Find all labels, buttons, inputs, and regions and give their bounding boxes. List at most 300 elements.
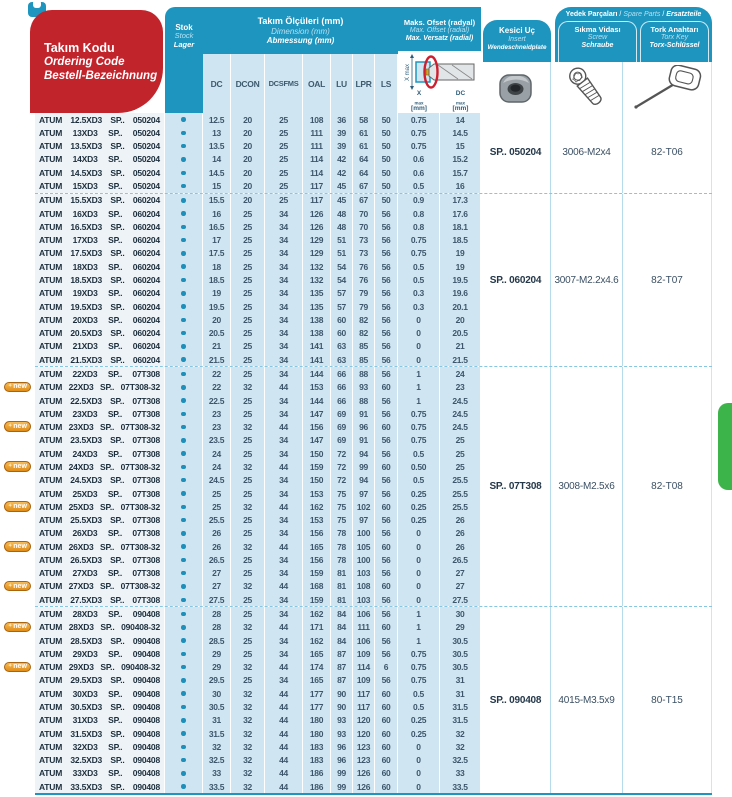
value-dc: 28 [203, 621, 231, 634]
code-part: 22XD3 [72, 368, 98, 379]
value-dcon: 25 [231, 593, 265, 606]
stock-cell [165, 500, 203, 513]
dimensions-title [203, 7, 398, 54]
value-dcmax: 19 [440, 260, 481, 273]
code-part: SP.. [108, 127, 123, 138]
value-ls: 60 [375, 700, 398, 713]
stock-dot [181, 184, 186, 189]
value-oal: 144 [303, 394, 331, 407]
value-dcsfms: 34 [265, 634, 303, 647]
value-lpr: 79 [353, 300, 375, 313]
stock-dot [181, 584, 186, 589]
tool-code [35, 327, 165, 340]
stock-dot [181, 665, 186, 670]
value-dcsfms: 34 [265, 273, 303, 286]
value-ls: 56 [375, 447, 398, 460]
value-dcsfms: 25 [265, 126, 303, 139]
code-part: 33.5XD3 [70, 781, 103, 792]
value-lpr: 100 [353, 527, 375, 540]
tool-code [35, 140, 165, 153]
screw-code: 4015-M3.5x9 [550, 607, 622, 793]
code-part: 07T308-32 [120, 382, 160, 393]
insert-code: SP.. 07T308 [481, 367, 550, 606]
spare-parts-header [555, 7, 712, 62]
value-lpr: 70 [353, 220, 375, 233]
stock-dot [181, 211, 186, 216]
code-part: ATUM [39, 461, 63, 472]
value-dc: 27.5 [203, 593, 231, 606]
value-xmax: 0 [398, 767, 440, 780]
code-part: 33XD3 [72, 768, 98, 779]
value-dcon: 25 [231, 527, 265, 540]
value-dcon: 20 [231, 166, 265, 179]
value-lu: 84 [331, 621, 353, 634]
stock-dot [181, 357, 186, 362]
value-dcmax: 30.5 [440, 634, 481, 647]
value-ls: 56 [375, 260, 398, 273]
value-dc: 17 [203, 234, 231, 247]
stock-cell [165, 540, 203, 553]
value-oal: 153 [303, 513, 331, 526]
value-lpr: 94 [353, 474, 375, 487]
table-row [35, 593, 481, 606]
dimensions-label-de: Abmessung (mm) [266, 36, 335, 46]
value-lpr: 91 [353, 434, 375, 447]
tool-code [35, 166, 165, 179]
tool-code [35, 340, 165, 353]
code-part: SP.. [100, 422, 115, 433]
tool-code [35, 780, 165, 793]
screw-photo-area [550, 62, 622, 113]
value-oal: 138 [303, 313, 331, 326]
value-xmax: 1 [398, 367, 440, 380]
insert-column-header [483, 20, 551, 62]
stock-cell [165, 420, 203, 433]
stock-cell [165, 179, 203, 192]
code-part: 25XD3 [72, 488, 98, 499]
code-part: 07T308 [132, 554, 160, 565]
value-lu: 36 [331, 113, 353, 126]
code-part: ATUM [39, 741, 63, 752]
value-dcmax: 17.3 [440, 194, 481, 207]
value-xmax: 0.25 [398, 500, 440, 513]
tool-code [35, 500, 165, 513]
code-part: 20.5XD3 [70, 328, 103, 339]
value-lu: 48 [331, 220, 353, 233]
code-part: ATUM [39, 368, 63, 379]
insert-photo-area [481, 62, 550, 113]
stock-dot [181, 465, 186, 470]
stock-cell [165, 553, 203, 566]
value-oal: 162 [303, 634, 331, 647]
tool-code [35, 540, 165, 553]
code-part: SP.. [110, 195, 125, 206]
value-ls: 50 [375, 113, 398, 126]
value-dcsfms: 34 [265, 260, 303, 273]
value-oal: 186 [303, 780, 331, 793]
stock-cell [165, 727, 203, 740]
catalog-table [8, 7, 712, 795]
code-part: 07T308 [132, 568, 160, 579]
value-ls: 50 [375, 140, 398, 153]
tool-code [35, 727, 165, 740]
stock-dot [181, 745, 186, 750]
value-dcmax: 26 [440, 513, 481, 526]
value-dcmax: 32 [440, 727, 481, 740]
value-lpr: 67 [353, 194, 375, 207]
code-part: SP.. [100, 382, 115, 393]
value-dc: 19 [203, 287, 231, 300]
value-xmax: 0.5 [398, 260, 440, 273]
max-offset-label-en: Max. Offset (radial) [409, 27, 470, 34]
value-dcmax: 15 [440, 140, 481, 153]
value-ls: 56 [375, 247, 398, 260]
table-row [35, 300, 481, 313]
code-part: 090408 [132, 688, 160, 699]
code-part: SP.. [107, 408, 122, 419]
code-part: ATUM [39, 768, 63, 779]
value-dcsfms: 34 [265, 593, 303, 606]
code-part: ATUM [39, 301, 63, 312]
code-part: ATUM [39, 382, 63, 393]
tool-code [35, 553, 165, 566]
value-oal: 177 [303, 700, 331, 713]
code-part: SP.. [100, 622, 115, 633]
value-dcsfms: 34 [265, 553, 303, 566]
value-xmax: 0.75 [398, 140, 440, 153]
value-ls: 60 [375, 767, 398, 780]
value-dcon: 32 [231, 727, 265, 740]
code-part: ATUM [39, 422, 63, 433]
table-body [8, 113, 712, 793]
table-row [8, 621, 481, 634]
tool-code [35, 179, 165, 192]
table-row [35, 166, 481, 179]
value-dc: 23 [203, 407, 231, 420]
value-oal: 150 [303, 474, 331, 487]
value-dc: 26 [203, 527, 231, 540]
value-xmax: 0.75 [398, 247, 440, 260]
value-xmax: 0.75 [398, 661, 440, 674]
value-dcon: 20 [231, 179, 265, 192]
value-xmax: 0 [398, 580, 440, 593]
value-lpr: 97 [353, 487, 375, 500]
value-dcon: 25 [231, 287, 265, 300]
value-oal: 171 [303, 621, 331, 634]
code-part: ATUM [39, 328, 63, 339]
value-dc: 32 [203, 740, 231, 753]
stock-dot [181, 571, 186, 576]
code-part: SP.. [110, 554, 125, 565]
value-lpr: 85 [353, 353, 375, 366]
value-ls: 60 [375, 460, 398, 473]
value-ls: 56 [375, 567, 398, 580]
value-dcon: 25 [231, 553, 265, 566]
stock-cell [165, 153, 203, 166]
value-lu: 81 [331, 580, 353, 593]
value-lu: 45 [331, 194, 353, 207]
value-oal: 156 [303, 527, 331, 540]
stock-dot [181, 451, 186, 456]
code-part: 090408 [132, 768, 160, 779]
code-part: 07T308 [132, 408, 160, 419]
value-ls: 56 [375, 674, 398, 687]
value-dc: 14 [203, 153, 231, 166]
stock-cell [165, 621, 203, 634]
value-dcmax: 26.5 [440, 553, 481, 566]
value-dcon: 25 [231, 327, 265, 340]
value-dcmax: 19 [440, 247, 481, 260]
code-part: ATUM [39, 435, 63, 446]
value-ls: 60 [375, 580, 398, 593]
dimensions-label-en: Dimension (mm) [271, 26, 330, 36]
value-dc: 27 [203, 567, 231, 580]
value-xmax: 1 [398, 394, 440, 407]
value-dcmax: 14.5 [440, 126, 481, 139]
value-lpr: 67 [353, 179, 375, 192]
tool-code [35, 647, 165, 660]
code-part: 050204 [132, 167, 160, 178]
value-dcmax: 27 [440, 580, 481, 593]
value-dcon: 25 [231, 607, 265, 620]
sparkle-icon: ✦ [8, 383, 13, 390]
stock-dot [181, 157, 186, 162]
table-row [35, 687, 481, 700]
insert-label-tr: Kesici Uç [498, 26, 536, 35]
value-lu: 72 [331, 474, 353, 487]
value-lu: 60 [331, 313, 353, 326]
table-row [35, 113, 481, 126]
code-part: 22XD3 [68, 382, 94, 393]
table-row [35, 327, 481, 340]
value-lu: 51 [331, 247, 353, 260]
dimension-subcolumns [203, 54, 398, 113]
value-dcon: 20 [231, 153, 265, 166]
code-part: ATUM [39, 755, 63, 766]
tool-code [35, 607, 165, 620]
value-oal: 126 [303, 220, 331, 233]
value-dc: 21.5 [203, 353, 231, 366]
value-lu: 84 [331, 607, 353, 620]
value-lu: 81 [331, 567, 353, 580]
stock-dot [181, 678, 186, 683]
value-ls: 56 [375, 273, 398, 286]
value-lpr: 100 [353, 553, 375, 566]
value-xmax: 0.5 [398, 700, 440, 713]
insert-label-de: Wendeschneidplate [487, 43, 547, 51]
stock-dot [181, 771, 186, 776]
value-xmax: 0 [398, 754, 440, 767]
torx-label-tr: Tork Anahtarı [650, 25, 699, 34]
value-dcon: 25 [231, 247, 265, 260]
code-part: 28XD3 [68, 622, 94, 633]
value-lu: 72 [331, 447, 353, 460]
value-lpr: 102 [353, 500, 375, 513]
value-dcon: 32 [231, 460, 265, 473]
code-part: 15XD3 [72, 181, 98, 192]
stock-dot [181, 544, 186, 549]
value-dc: 22 [203, 367, 231, 380]
value-oal: 114 [303, 166, 331, 179]
code-part: ATUM [39, 288, 63, 299]
table-row [35, 247, 481, 260]
code-part: SP.. [100, 581, 115, 592]
value-dcmax: 20.1 [440, 300, 481, 313]
torx-code: 80-T15 [622, 607, 712, 793]
torx-code: 82-T07 [622, 194, 712, 367]
tool-code [35, 434, 165, 447]
table-row [35, 647, 481, 660]
code-part: 090408 [132, 675, 160, 686]
value-lpr: 61 [353, 126, 375, 139]
value-xmax: 0.25 [398, 714, 440, 727]
code-part: SP.. [108, 235, 123, 246]
stock-cell [165, 767, 203, 780]
value-ls: 56 [375, 647, 398, 660]
stock-dot [181, 251, 186, 256]
code-part: ATUM [39, 501, 63, 512]
value-dc: 28 [203, 607, 231, 620]
code-part: 28XD3 [72, 609, 98, 620]
value-dc: 25.5 [203, 513, 231, 526]
value-dcsfms: 44 [265, 500, 303, 513]
value-dc: 24 [203, 460, 231, 473]
value-dcsfms: 34 [265, 474, 303, 487]
new-badge [4, 662, 31, 673]
tool-code [35, 674, 165, 687]
value-oal: 183 [303, 754, 331, 767]
tool-code [35, 513, 165, 526]
value-ls: 60 [375, 420, 398, 433]
value-dc: 20.5 [203, 327, 231, 340]
stock-cell [165, 166, 203, 179]
stock-cell [165, 687, 203, 700]
value-dcsfms: 34 [265, 394, 303, 407]
new-badge-label: new [13, 383, 27, 391]
torx-key-icon [628, 65, 706, 111]
value-dcmax: 19.5 [440, 273, 481, 286]
tool-code [35, 381, 165, 394]
max-offset-label-tr: Maks. Ofset (radyal) [403, 18, 476, 27]
tool-code [35, 700, 165, 713]
code-part: 050204 [132, 141, 160, 152]
value-oal: 162 [303, 607, 331, 620]
value-dcon: 32 [231, 780, 265, 793]
code-part: 29.5XD3 [70, 675, 103, 686]
tool-code [35, 234, 165, 247]
stock-cell [165, 287, 203, 300]
value-oal: 168 [303, 580, 331, 593]
value-dc: 23 [203, 420, 231, 433]
value-dcmax: 31.5 [440, 714, 481, 727]
value-oal: 114 [303, 153, 331, 166]
value-dcmax: 17.6 [440, 207, 481, 220]
value-oal: 138 [303, 327, 331, 340]
stock-dot [181, 198, 186, 203]
value-lpr: 70 [353, 207, 375, 220]
value-lu: 93 [331, 714, 353, 727]
code-part: ATUM [39, 167, 63, 178]
insert-icon [497, 71, 535, 105]
tool-code [35, 447, 165, 460]
code-part: 18XD3 [72, 261, 98, 272]
value-lu: 87 [331, 661, 353, 674]
value-ls: 56 [375, 487, 398, 500]
code-part: ATUM [39, 662, 63, 673]
value-dcon: 25 [231, 567, 265, 580]
value-lu: 99 [331, 780, 353, 793]
value-oal: 177 [303, 687, 331, 700]
stock-dot [181, 718, 186, 723]
value-ls: 56 [375, 313, 398, 326]
max-offset-header [398, 7, 481, 113]
value-dc: 21 [203, 340, 231, 353]
column-header-oal: OAL [303, 54, 331, 113]
table-row [35, 140, 481, 153]
value-dcmax: 18.5 [440, 234, 481, 247]
value-dcmax: 15.2 [440, 153, 481, 166]
stock-cell [165, 780, 203, 793]
tool-code [35, 487, 165, 500]
value-dc: 28.5 [203, 634, 231, 647]
code-part: SP.. [110, 635, 125, 646]
stock-cell [165, 381, 203, 394]
table-row [35, 207, 481, 220]
code-part: 090408-32 [121, 662, 160, 673]
spare-parts-label-en: Spare Parts [623, 10, 661, 18]
stock-dot [181, 652, 186, 657]
value-oal: 111 [303, 126, 331, 139]
sparkle-icon: ✦ [8, 423, 13, 430]
value-oal: 150 [303, 447, 331, 460]
torx-label-de: Torx-Schlüssel [649, 42, 700, 50]
value-lu: 78 [331, 527, 353, 540]
value-ls: 50 [375, 153, 398, 166]
value-dcon: 25 [231, 300, 265, 313]
column-header-ls: LS [375, 54, 398, 113]
stock-cell [165, 580, 203, 593]
separator-slash: / [619, 10, 622, 18]
stock-cell [165, 220, 203, 233]
value-lu: 81 [331, 593, 353, 606]
code-part: 24XD3 [72, 448, 98, 459]
value-lu: 72 [331, 460, 353, 473]
code-part: SP.. [110, 301, 125, 312]
rows-block [8, 367, 481, 606]
table-row [35, 313, 481, 326]
code-part: ATUM [39, 475, 63, 486]
stock-cell [165, 140, 203, 153]
value-dcmax: 21 [440, 340, 481, 353]
tool-code [35, 260, 165, 273]
value-dcsfms: 34 [265, 367, 303, 380]
drill-offset-icon [400, 51, 480, 91]
value-dcsfms: 44 [265, 540, 303, 553]
tool-code [35, 687, 165, 700]
value-oal: 165 [303, 540, 331, 553]
code-part: SP.. [110, 114, 125, 125]
code-part: 07T308-32 [120, 581, 160, 592]
stock-cell [165, 340, 203, 353]
code-part: ATUM [39, 261, 63, 272]
code-part: 07T308 [132, 475, 160, 486]
value-oal: 156 [303, 553, 331, 566]
value-ls: 60 [375, 780, 398, 793]
code-part: ATUM [39, 622, 63, 633]
code-part: SP.. [110, 167, 125, 178]
code-part: 060204 [132, 354, 160, 365]
table-row [35, 634, 481, 647]
